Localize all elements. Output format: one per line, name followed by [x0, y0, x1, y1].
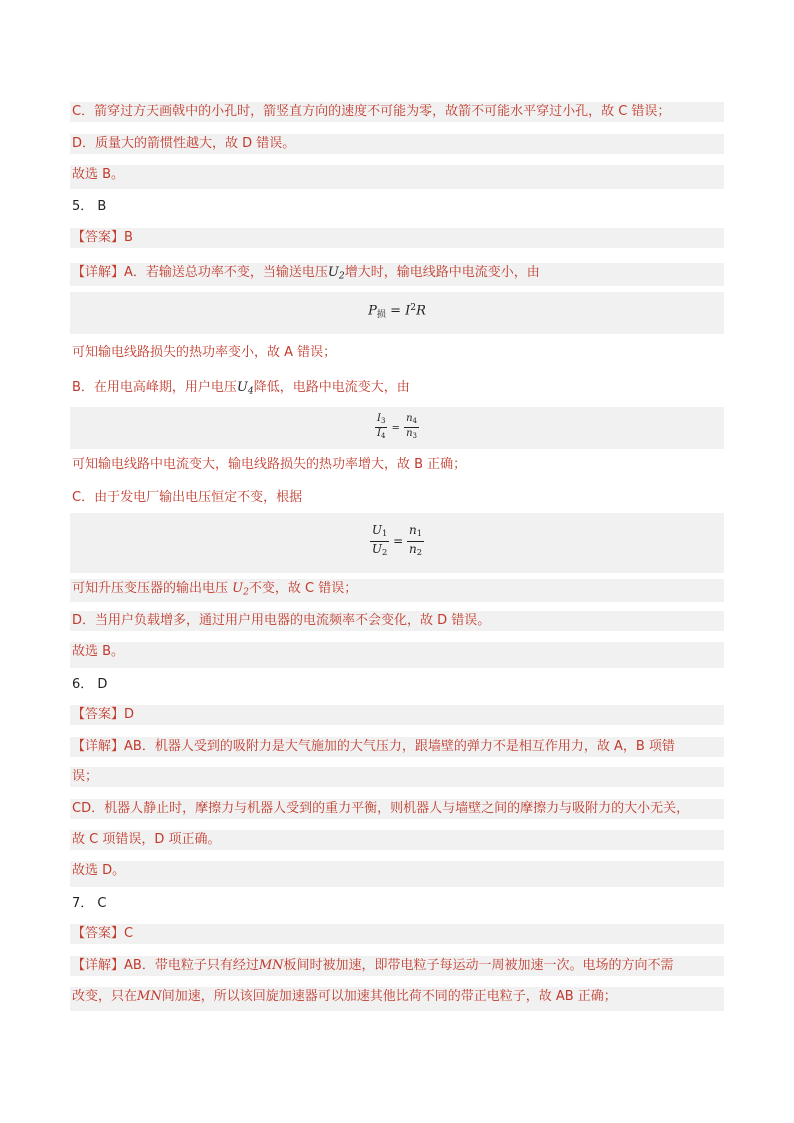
var-sub: 4	[247, 386, 254, 397]
q5-detail-d: D．当用户负载增多，通过用户用电器的电流频率不会变化，故 D 错误。	[70, 611, 724, 631]
f2-num-r-sub: 4	[412, 416, 417, 425]
q6-conclusion: 故选 D。	[70, 861, 724, 887]
q7-header	[70, 894, 724, 914]
q6-choice: D	[97, 677, 108, 692]
q5-detail-b	[70, 378, 724, 401]
detail-label: 【详解】	[72, 739, 125, 754]
var-u: U	[232, 581, 244, 596]
q5-c-var	[232, 581, 249, 596]
f3-num-r-sub: 1	[416, 528, 423, 539]
q4-option-d-analysis: D．质量大的箭惯性越大，故 D 错误。	[70, 134, 724, 154]
var-u: U	[236, 380, 248, 395]
f2-eq: =	[391, 422, 400, 434]
f3-den-r-sub: 2	[416, 547, 423, 558]
q5-a-text2: 增大时，输电线路中电流变小，由	[344, 265, 540, 280]
q5-c-conc1: 可知升压变压器的输出电压	[72, 581, 229, 596]
q6-detail-ab-cont: 误；	[70, 767, 724, 787]
q7-var-mn: MN	[137, 989, 162, 1004]
f2-num-r: n	[406, 413, 413, 424]
f1-rhs1: I	[405, 303, 411, 319]
q7-detail-ab	[70, 956, 724, 976]
q5-c-conc2: 不变，故 C 错误；	[248, 581, 358, 596]
var-u: U	[327, 265, 339, 280]
f2-den-l: I	[376, 427, 381, 439]
q7-answer-value: C	[124, 926, 134, 941]
f1-lhs: P	[368, 303, 377, 319]
q5-answer-value: B	[124, 230, 133, 245]
f3-den-l: U	[371, 542, 382, 557]
f2-num-l: I	[376, 413, 381, 424]
q6-answer	[70, 705, 724, 725]
q5-a-var	[328, 265, 345, 280]
q5-conclusion: 故选 B。	[70, 642, 724, 668]
f2-den-r-sub: 3	[412, 431, 417, 440]
q4-conclusion: 故选 B。	[70, 165, 724, 189]
q5-b-text1: B．在用电高峰期，用户电压	[72, 380, 237, 395]
f2-right-frac	[404, 413, 419, 442]
q6-ab-line1: AB．机器人受到的吸附力是大气施加的大气压力，跟墙壁的弹力不是相互作用力，故 A，B 项错	[124, 739, 675, 754]
var-sub: 2	[338, 271, 345, 282]
q5-header	[70, 197, 724, 217]
q7-ab-t2: 板间时被加速，即带电粒子每运动一周被加速一次。电场的方向不需	[283, 958, 674, 973]
q5-number: 5．	[72, 199, 94, 214]
q7-answer	[70, 924, 724, 944]
f3-num-l: U	[371, 523, 382, 537]
q6-detail-ab	[70, 737, 724, 757]
f3-eq: =	[393, 534, 404, 549]
f3-den-l-sub: 2	[381, 547, 388, 558]
q5-b-conclusion: 可知输电线路中电流变大，输电线路损失的热功率增大，故 B 正确；	[70, 455, 724, 475]
q7-ab-t1: AB．带电粒子只有经过	[124, 958, 259, 973]
q5-detail-c: C．由于发电厂输出电压恒定不变，根据	[70, 488, 724, 508]
f2-left-frac	[375, 413, 387, 442]
f3-den-r: n	[409, 542, 417, 557]
f3-num-r: n	[409, 523, 417, 537]
q5-c-conclusion	[70, 579, 724, 602]
detail-label: 【详解】	[72, 265, 125, 280]
f3-left-frac	[370, 523, 389, 560]
q7-detail-ab-cont	[70, 987, 724, 1011]
formula-voltage-ratio	[70, 523, 724, 560]
q5-a-text1: A．若输送总功率不变，当输送电压	[124, 265, 328, 280]
q5-formula2-box	[70, 407, 724, 449]
f1-eq: =	[390, 303, 402, 319]
detail-label: 【详解】	[72, 958, 125, 973]
q7-choice: C	[97, 896, 107, 911]
f3-num-l-sub: 1	[381, 528, 388, 539]
f1-rhs-sup: 2	[410, 303, 417, 313]
q5-b-var	[237, 380, 254, 395]
q5-b-text2: 降低，电路中电流变大，由	[253, 380, 410, 395]
f2-den-r: n	[406, 427, 413, 439]
q6-number: 6．	[72, 677, 94, 692]
formula-current-ratio	[70, 413, 724, 442]
f2-den-l-sub: 4	[380, 431, 386, 440]
q6-answer-value: D	[124, 707, 135, 722]
q7-ab2-t2: 间加速，所以该回旋加速器可以加速其他比荷不同的带正电粒子，故 AB 正确；	[161, 989, 617, 1004]
answer-label: 【答案】	[72, 926, 125, 941]
q6-detail-cd: CD．机器人静止时，摩擦力与机器人受到的重力平衡，则机器人与墙壁之间的摩擦力与吸附力的大小无关，	[70, 799, 724, 819]
q7-number: 7．	[72, 896, 94, 911]
formula-power-loss	[70, 303, 724, 320]
q5-formula3-box	[70, 513, 724, 573]
f1-lhs-sub: 损	[376, 309, 386, 320]
q5-a-conclusion: 可知输电线路损失的热功率变小，故 A 错误；	[70, 343, 724, 363]
f1-rhs2: R	[416, 303, 426, 319]
q6-header	[70, 675, 724, 695]
q7-ab2-t1: 改变，只在	[72, 989, 138, 1004]
answer-label: 【答案】	[72, 230, 125, 245]
f2-num-l-sub: 3	[380, 416, 386, 425]
var-sub: 2	[243, 587, 249, 598]
q5-choice: B	[97, 199, 107, 214]
q7-var-mn: MN	[258, 958, 284, 973]
q5-formula1-box	[70, 292, 724, 334]
q4-option-c-analysis: C．箭穿过方天画戟中的小孔时，箭竖直方向的速度不可能为零，故箭不可能水平穿过小孔，故 C 错误；	[70, 102, 724, 122]
q6-detail-cd-cont: 故 C 项错误，D 项正确。	[70, 830, 724, 850]
q5-detail-a	[70, 263, 724, 286]
q5-answer	[70, 228, 724, 248]
answer-label: 【答案】	[72, 707, 125, 722]
f3-right-frac	[407, 523, 424, 560]
